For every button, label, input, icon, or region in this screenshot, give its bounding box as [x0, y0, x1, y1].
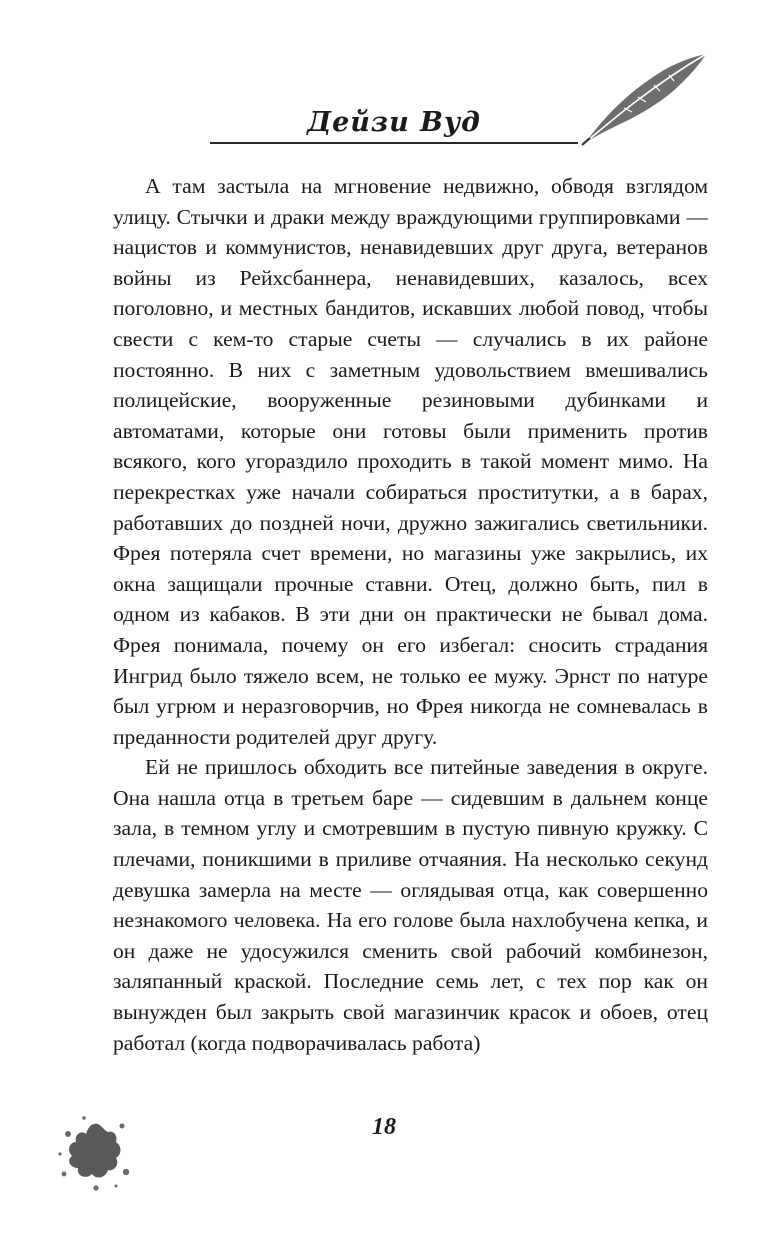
quill-pen-icon	[572, 50, 712, 150]
ink-splatter-icon	[56, 1112, 132, 1192]
header-rule	[210, 142, 578, 144]
running-header-author: Дейзи Вуд	[290, 107, 498, 138]
paragraph: А там застыла на мгновение недвижно, обводя взглядом улицу. Стычки и драки между враждующими группировками — нацистов и коммунистов, ненавидевших друг друга, ветеранов войны из Рейхсбаннера, ненавидевших, казалось, всех поголовно, и местных бандитов, искавших любой повод, чтобы свести с кем-то старые счеты — случались в их районе постоянно. В них с заметным удовольствием вмешивались полицейские, вооруженные резиновыми дубинками и автоматами, которые они готовы были применить против всякого, кого угораздило проходить в такой момент мимо. На перекрестках уже начали собираться проститутки, а в барах, работавших до поздней ночи, дружно зажигались светильники. Фрея потеряла счет времени, но магазины уже закрылись, их окна защищали прочные ставни. Отец, должно быть, пил в одном из кабаков. В эти дни он практически не бывал дома. Фрея понимала, почему он его избегал: сносить страдания Ингрид было тяжело всем, не только ее мужу. Эрнст по натуре был угрюм и неразговорчив, но Фрея никогда не сомневалась в преданности родителей друг другу.	[113, 174, 708, 749]
body-text	[113, 171, 708, 1058]
page-number: 18	[372, 1114, 396, 1140]
paragraph: Ей не пришлось обходить все питейные заведения в округе. Она нашла отца в третьем баре — сидевшим в дальнем конце зала, в темном углу и смотревшим в пустую пивную кружку. С плечами, поникшими в приливе отчаяния. На несколько секунд девушка замерла на месте — оглядывая отца, как совершенно незнакомого человека. На его голове была нахлобучена кепка, и он даже не удосужился сменить свой рабочий комбинезон, заляпанный краской. Последние семь лет, с тех пор как он вынужден был закрыть свой магазинчик красок и обоев, отец работал (когда подворачивалась работа)	[113, 755, 708, 1055]
running-header	[0, 0, 768, 160]
